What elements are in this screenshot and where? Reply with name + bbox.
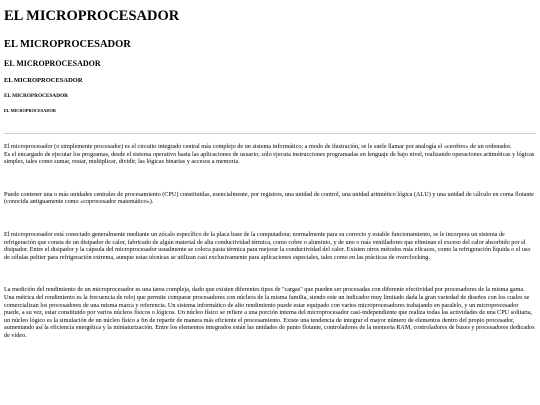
heading-level-1: EL MICROPROCESADOR [4,8,180,24]
heading-level-5: EL MICROPROCESADOR [4,93,69,99]
paragraph-definition [4,143,536,166]
paragraph-definition-line-2: Es el encargado de ejecutar los programas, desde el sistema operativo hasta las aplicaciones de usuario; sólo ejecuta instrucciones programadas en lenguaje de bajo nivel, realizando operaciones aritméticas y lógicas simples, tales como sumar, restar, multiplicar, dividir, las lógicas binarias y accesos a memoria. [4,150,535,166]
paragraph-definition-line-1: El microprocesador (o simplemente procesador) es el circuito integrado central más complejo de un sistema informático; a modo de ilustración, se le suele llamar por analogía el «cerebro» de un ordenador. [4,143,512,150]
heading-level-2: EL MICROPROCESADOR [4,39,131,50]
horizontal-divider [4,133,536,134]
heading-level-6: EL MICROPROCESADOR [4,108,56,113]
paragraph-components: Puede contener una o más unidades centrales de procesamiento (CPU) constituidas, esencialmente, por registros, una unidad de control, una unidad aritmético lógica (ALU) y una unidad de cálculo en coma flotante (conocida antiguamente como «coprocesador matemático»). [4,190,534,206]
heading-level-4: EL MICROPROCESADOR [4,77,83,84]
heading-level-3: EL MICROPROCESADOR [4,59,101,68]
paragraph-cooling: El microprocesador está conectado generalmente mediante un zócalo específico de la placa base de la computadora; normalmente para su correcto y estable funcionamiento, se le incorpora un sistema de refrigeración que consta de un disipador de calor, fabricado de algún material de alta conductividad térmica, como cobre o aluminio, y de uno o más ventiladores que eliminan el exceso del calor absorbido por el disipador. Entre el disipador y la cápsula del microprocesador usualmente se coloca pasta térmica para mejorar la conductividad del calor. Existen otros métodos más eficaces, como la refrigeración líquida o el uso de células peltier para refrigeración extrema, aunque estas técnicas se utilizan casi exclusivamente para aplicaciones especiales, tales como en las prácticas de overclocking. [4,230,531,261]
paragraph-performance: La medición del rendimiento de un microprocesador es una tarea compleja, dado que existen diferentes tipos de "cargas" que pueden ser procesadas con diferente efectividad por procesadores de la misma gama. Una métrica del rendimiento es la frecuencia de reloj que permite comparar procesadores con núcleos de la misma familia, siendo este un indicador muy limitado dada la gran variedad de diseños con los cuales se comercializan los procesadores de una misma marca y referencia. Un sistema informático de alto rendimiento puede estar equipado con varios microprocesadores trabajando en paralelo, y un microprocesador puede, a su vez, estar constituido por varios núcleos físicos o lógicos. Un núcleo físico se refiere a una porción interna del microprocesador casi-independiente que realiza todas las actividades de una CPU solitaria, un núcleo lógico es la simulación de un núcleo físico a fin de repartir de manera más eficiente el procesamiento. Existe una tendencia de integrar el mayor número de elementos dentro del propio procesador, aumentando así la eficiencia energética y la miniaturización. Entre los elementos integrados están las unidades de punto flotante, controladores de la memoria RAM, controladores de buses y procesadores dedicados de vídeo. [4,286,535,339]
